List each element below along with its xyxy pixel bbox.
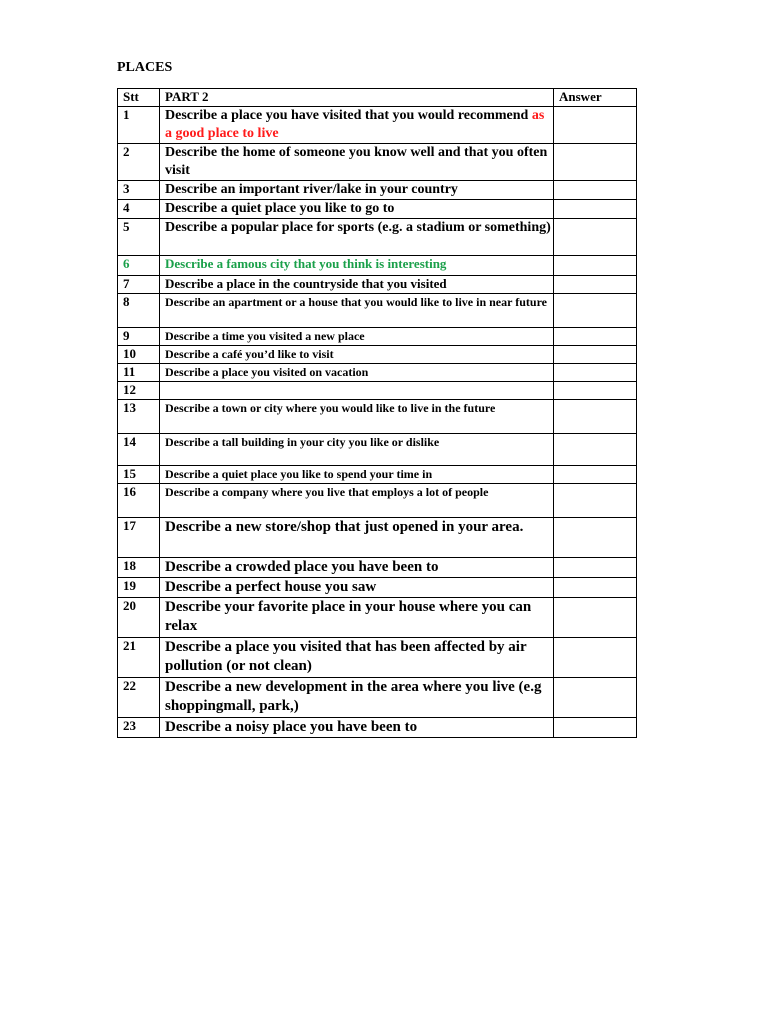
table-row (118, 107, 637, 144)
row-number: 20 (118, 598, 160, 638)
row-question (160, 256, 554, 276)
question-text: Describe a place you visited that has been affected by air pollution (or not clean) (165, 639, 527, 674)
row-number: 17 (118, 518, 160, 558)
question-text: Describe a popular place for sports (e.g. a stadium or something) (165, 220, 551, 235)
answer-cell[interactable] (554, 219, 637, 256)
answer-cell[interactable] (554, 276, 637, 294)
row-question (160, 484, 554, 518)
row-question (160, 558, 554, 578)
row-question (160, 678, 554, 718)
table-row (118, 400, 637, 434)
row-question (160, 328, 554, 346)
answer-cell[interactable] (554, 256, 637, 276)
row-number: 5 (118, 219, 160, 256)
question-text: Describe a place in the countryside that you visited (165, 276, 447, 291)
question-text: Describe a quiet place you like to spend your time in (165, 467, 433, 481)
row-question (160, 718, 554, 738)
question-text: Describe a company where you live that employs a lot of people (165, 485, 489, 499)
answer-cell[interactable] (554, 328, 637, 346)
row-number: 21 (118, 638, 160, 678)
row-number: 18 (118, 558, 160, 578)
row-number: 15 (118, 466, 160, 484)
table-row (118, 276, 637, 294)
question-text: Describe a new development in the area where you live (e.g shoppingmall, park,) (165, 679, 542, 714)
table-row (118, 466, 637, 484)
table-row (118, 434, 637, 466)
row-question (160, 200, 554, 219)
table-row (118, 518, 637, 558)
answer-cell[interactable] (554, 638, 637, 678)
table-row (118, 256, 637, 276)
row-question (160, 434, 554, 466)
row-number: 1 (118, 107, 160, 144)
row-number: 22 (118, 678, 160, 718)
row-question (160, 518, 554, 558)
question-text: Describe a café you’d like to visit (165, 347, 334, 361)
answer-cell[interactable] (554, 484, 637, 518)
question-text: Describe a time you visited a new place (165, 329, 365, 343)
table-row (118, 328, 637, 346)
answer-cell[interactable] (554, 578, 637, 598)
answer-cell[interactable] (554, 678, 637, 718)
question-text: Describe a quiet place you like to go to (165, 201, 395, 216)
row-number: 3 (118, 181, 160, 200)
table-row (118, 484, 637, 518)
table-row (118, 578, 637, 598)
row-question (160, 276, 554, 294)
answer-cell[interactable] (554, 434, 637, 466)
row-number: 6 (118, 256, 160, 276)
document-title: PLACES (117, 60, 173, 75)
answer-cell[interactable] (554, 346, 637, 364)
table-row (118, 219, 637, 256)
table-row (118, 181, 637, 200)
table-row (118, 558, 637, 578)
row-question (160, 219, 554, 256)
question-text: Describe your favorite place in your house where you can relax (165, 599, 532, 634)
row-question (160, 364, 554, 382)
row-question (160, 466, 554, 484)
row-question (160, 598, 554, 638)
row-question (160, 400, 554, 434)
answer-cell[interactable] (554, 181, 637, 200)
row-question (160, 181, 554, 200)
row-number: 11 (118, 364, 160, 382)
row-number: 4 (118, 200, 160, 219)
question-text: Describe a town or city where you would like to live in the future (165, 401, 496, 415)
question-text: Describe a crowded place you have been to (165, 559, 439, 575)
header-part: PART 2 (160, 89, 554, 107)
row-question (160, 144, 554, 181)
row-number: 9 (118, 328, 160, 346)
row-question (160, 294, 554, 328)
question-text: Describe a tall building in your city you like or dislike (165, 435, 440, 449)
row-question (160, 578, 554, 598)
question-text: Describe a place you visited on vacation (165, 365, 369, 379)
answer-cell[interactable] (554, 382, 637, 400)
table-row (118, 144, 637, 181)
answer-cell[interactable] (554, 718, 637, 738)
answer-cell[interactable] (554, 598, 637, 638)
header-stt: Stt (118, 89, 160, 107)
table-row (118, 382, 637, 400)
question-text: Describe an apartment or a house that you would like to live in near future (165, 295, 548, 309)
row-question (160, 382, 554, 400)
places-table (117, 88, 637, 738)
answer-cell[interactable] (554, 144, 637, 181)
table-row (118, 200, 637, 219)
answer-cell[interactable] (554, 294, 637, 328)
table-header-row (118, 89, 637, 107)
table-row (118, 678, 637, 718)
row-number: 8 (118, 294, 160, 328)
table-row (118, 364, 637, 382)
table-row (118, 598, 637, 638)
row-number: 12 (118, 382, 160, 400)
row-question (160, 107, 554, 144)
table-row (118, 346, 637, 364)
header-answer: Answer (554, 89, 637, 107)
question-text: Describe a new store/shop that just opened in your area. (165, 519, 524, 535)
answer-cell[interactable] (554, 364, 637, 382)
row-question (160, 638, 554, 678)
row-number: 13 (118, 400, 160, 434)
table-row (118, 718, 637, 738)
row-question (160, 346, 554, 364)
question-text: Describe the home of someone you know well and that you often visit (165, 145, 548, 178)
question-text: Describe a noisy place you have been to (165, 719, 418, 735)
table-row (118, 638, 637, 678)
row-number: 2 (118, 144, 160, 181)
row-number: 23 (118, 718, 160, 738)
answer-cell[interactable] (554, 518, 637, 558)
question-text: Describe an important river/lake in your country (165, 182, 458, 197)
row-number: 10 (118, 346, 160, 364)
row-number: 14 (118, 434, 160, 466)
answer-cell[interactable] (554, 107, 637, 144)
row-number: 19 (118, 578, 160, 598)
question-text: Describe a famous city that you think is interesting (165, 256, 447, 271)
table-row (118, 294, 637, 328)
question-text: Describe a perfect house you saw (165, 579, 377, 595)
question-text: Describe a place you have visited that you would recommend (165, 108, 532, 123)
answer-cell[interactable] (554, 200, 637, 219)
answer-cell[interactable] (554, 466, 637, 484)
answer-cell[interactable] (554, 558, 637, 578)
row-number: 16 (118, 484, 160, 518)
question-highlight: as a good place to live (165, 108, 545, 141)
row-number: 7 (118, 276, 160, 294)
answer-cell[interactable] (554, 400, 637, 434)
